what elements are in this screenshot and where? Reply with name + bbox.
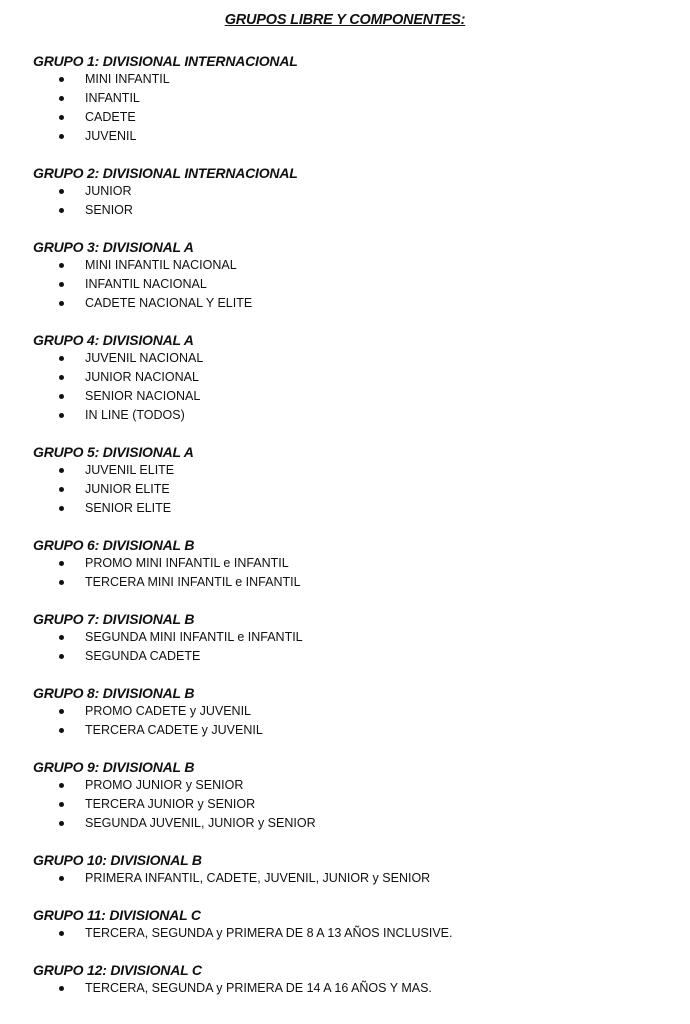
group-item-list — [33, 776, 673, 833]
bullet-icon — [59, 282, 64, 287]
group-section — [33, 164, 673, 220]
bullet-icon — [59, 728, 64, 733]
list-item — [33, 814, 673, 833]
bullet-icon — [59, 134, 64, 139]
list-item-text: JUVENIL ELITE — [85, 463, 175, 477]
group-item-list — [33, 256, 673, 313]
group-heading: GRUPO 10: DIVISIONAL B — [33, 852, 202, 868]
list-item — [33, 647, 673, 666]
list-item-text: PROMO MINI INFANTIL e INFANTIL — [85, 556, 289, 570]
group-item-list — [33, 702, 673, 740]
list-item — [33, 368, 673, 387]
list-item-text: TERCERA, SEGUNDA y PRIMERA DE 14 A 16 AÑOS Y MAS. — [85, 981, 432, 995]
group-item-list — [33, 349, 673, 425]
list-item-text: JUNIOR NACIONAL — [85, 370, 199, 384]
group-heading: GRUPO 7: DIVISIONAL B — [33, 611, 195, 627]
group-heading: GRUPO 1: DIVISIONAL INTERNACIONAL — [33, 53, 298, 69]
bullet-icon — [59, 821, 64, 826]
list-item — [33, 979, 673, 998]
bullet-icon — [59, 468, 64, 473]
bullet-icon — [59, 580, 64, 585]
group-item-list — [33, 924, 673, 943]
group-section — [33, 851, 673, 888]
list-item-text: SENIOR ELITE — [85, 501, 172, 515]
bullet-icon — [59, 208, 64, 213]
list-item-text: TERCERA MINI INFANTIL e INFANTIL — [85, 575, 301, 589]
group-heading: GRUPO 9: DIVISIONAL B — [33, 759, 195, 775]
list-item — [33, 70, 673, 89]
bullet-icon — [59, 931, 64, 936]
bullet-icon — [59, 394, 64, 399]
group-section — [33, 238, 673, 313]
list-item-text: IN LINE (TODOS) — [85, 408, 185, 422]
group-heading: GRUPO 4: DIVISIONAL A — [33, 332, 194, 348]
group-item-list — [33, 979, 673, 998]
group-item-list — [33, 628, 673, 666]
bullet-icon — [59, 375, 64, 380]
list-item-text: PRIMERA INFANTIL, CADETE, JUVENIL, JUNIOR y SENIOR — [85, 871, 431, 885]
list-item — [33, 776, 673, 795]
group-heading: GRUPO 2: DIVISIONAL INTERNACIONAL — [33, 165, 298, 181]
list-item-text: TERCERA CADETE y JUVENIL — [85, 723, 263, 737]
list-item-text: CADETE — [85, 110, 136, 124]
list-item-text: TERCERA JUNIOR y SENIOR — [85, 797, 256, 811]
bullet-icon — [59, 561, 64, 566]
list-item — [33, 256, 673, 275]
group-heading: GRUPO 6: DIVISIONAL B — [33, 537, 195, 553]
bullet-icon — [59, 189, 64, 194]
list-item — [33, 721, 673, 740]
list-item — [33, 869, 673, 888]
list-item — [33, 349, 673, 368]
list-item — [33, 480, 673, 499]
list-item — [33, 573, 673, 592]
bullet-icon — [59, 115, 64, 120]
list-item — [33, 127, 673, 146]
group-heading: GRUPO 12: DIVISIONAL C — [33, 962, 202, 978]
group-heading: GRUPO 3: DIVISIONAL A — [33, 239, 194, 255]
list-item-text: MINI INFANTIL NACIONAL — [85, 258, 237, 272]
list-item — [33, 294, 673, 313]
group-heading: GRUPO 8: DIVISIONAL B — [33, 685, 195, 701]
list-item — [33, 924, 673, 943]
group-section — [33, 961, 673, 998]
bullet-icon — [59, 413, 64, 418]
list-item — [33, 628, 673, 647]
list-item-text: JUVENIL — [85, 129, 137, 143]
bullet-icon — [59, 263, 64, 268]
list-item-text: INFANTIL NACIONAL — [85, 277, 207, 291]
list-item-text: SEGUNDA JUVENIL, JUNIOR y SENIOR — [85, 816, 316, 830]
list-item — [33, 108, 673, 127]
list-item — [33, 406, 673, 425]
list-item-text: MINI INFANTIL — [85, 72, 170, 86]
bullet-icon — [59, 783, 64, 788]
list-item — [33, 795, 673, 814]
list-item — [33, 499, 673, 518]
bullet-icon — [59, 876, 64, 881]
group-heading: GRUPO 5: DIVISIONAL A — [33, 444, 194, 460]
group-section — [33, 331, 673, 425]
group-list-container — [33, 52, 673, 998]
list-item — [33, 702, 673, 721]
list-item-text: SEGUNDA MINI INFANTIL e INFANTIL — [85, 630, 303, 644]
list-item — [33, 201, 673, 220]
list-item-text: SENIOR — [85, 203, 133, 217]
bullet-icon — [59, 506, 64, 511]
bullet-icon — [59, 77, 64, 82]
list-item — [33, 387, 673, 406]
list-item-text: PROMO CADETE y JUVENIL — [85, 704, 251, 718]
bullet-icon — [59, 654, 64, 659]
group-section — [33, 684, 673, 740]
group-item-list — [33, 70, 673, 146]
bullet-icon — [59, 802, 64, 807]
bullet-icon — [59, 356, 64, 361]
list-item-text: INFANTIL — [85, 91, 140, 105]
group-item-list — [33, 461, 673, 518]
bullet-icon — [59, 487, 64, 492]
list-item-text: JUNIOR ELITE — [85, 482, 170, 496]
list-item — [33, 275, 673, 294]
bullet-icon — [59, 301, 64, 306]
list-item-text: TERCERA, SEGUNDA y PRIMERA DE 8 A 13 AÑOS INCLUSIVE. — [85, 926, 453, 940]
list-item — [33, 554, 673, 573]
page-title: GRUPOS LIBRE Y COMPONENTES: — [224, 12, 466, 28]
list-item-text: CADETE NACIONAL Y ELITE — [85, 296, 253, 310]
group-section — [33, 536, 673, 592]
list-item — [33, 182, 673, 201]
group-section — [33, 610, 673, 666]
list-item-text: JUNIOR — [85, 184, 132, 198]
group-section — [33, 758, 673, 833]
group-heading: GRUPO 11: DIVISIONAL C — [33, 907, 201, 923]
bullet-icon — [59, 986, 64, 991]
list-item-text: JUVENIL NACIONAL — [85, 351, 204, 365]
group-section — [33, 52, 673, 146]
bullet-icon — [59, 96, 64, 101]
list-item-text: PROMO JUNIOR y SENIOR — [85, 778, 244, 792]
group-item-list — [33, 182, 673, 220]
list-item — [33, 89, 673, 108]
list-item — [33, 461, 673, 480]
group-item-list — [33, 554, 673, 592]
bullet-icon — [59, 709, 64, 714]
list-item-text: SEGUNDA CADETE — [85, 649, 201, 663]
list-item-text: SENIOR NACIONAL — [85, 389, 201, 403]
group-section — [33, 443, 673, 518]
bullet-icon — [59, 635, 64, 640]
group-section — [33, 906, 673, 943]
group-item-list — [33, 869, 673, 888]
